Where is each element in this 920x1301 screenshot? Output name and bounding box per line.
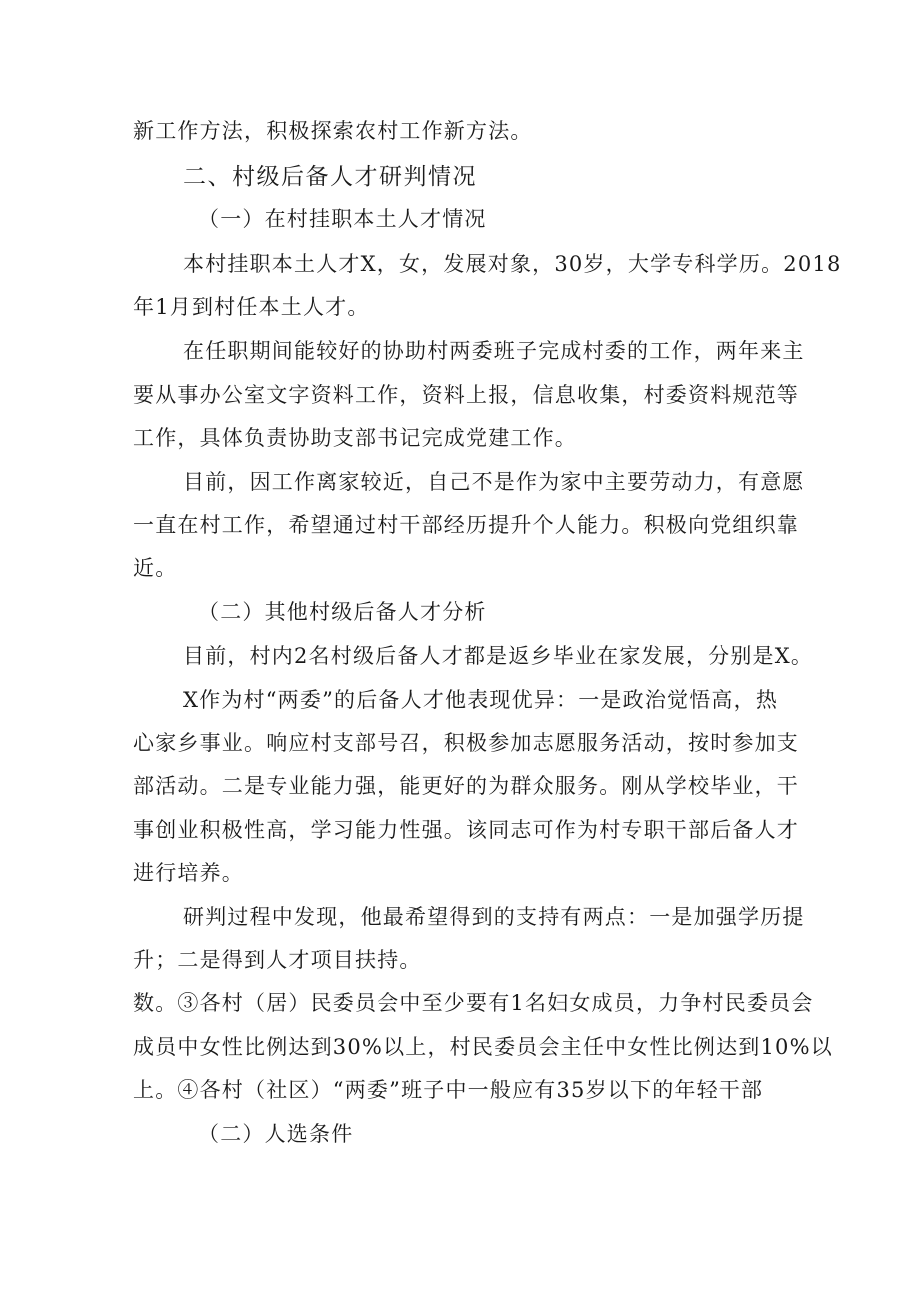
- paragraph-line: 目前，村内2名村级后备人才都是返乡毕业在家发展，分别是X。: [183, 644, 814, 668]
- paragraph-line: 升；二是得到人才项目扶持。: [133, 948, 422, 972]
- paragraph-line: 一直在村工作，希望通过村干部经历提升个人能力。积极向党组织靠: [133, 513, 799, 537]
- paragraph-line: 研判过程中发现，他最希望得到的支持有两点：一是加强学历提: [183, 905, 805, 929]
- section-heading: 二、村级后备人才研判情况: [183, 164, 477, 190]
- paragraph-line: 在任职期间能较好的协助村两委班子完成村委的工作，两年来主: [183, 339, 805, 363]
- paragraph-line: 目前，因工作离家较近，自己不是作为家中主要劳动力，有意愿: [183, 470, 805, 494]
- paragraph-line: 本村挂职本土人才X，女，发展对象，30岁，大学专科学历。2018: [183, 252, 842, 276]
- paragraph-line: 事创业积极性高，学习能力性强。该同志可作为村专职干部后备人才: [133, 818, 799, 842]
- subsection-heading: （二）其他村级后备人才分析: [198, 600, 487, 624]
- paragraph-line: 部活动。二是专业能力强，能更好的为群众服务。刚从学校毕业，干: [133, 774, 799, 798]
- subsection-heading: （二）人选条件: [198, 1122, 354, 1146]
- paragraph-line: 新工作方法，积极探索农村工作新方法。: [133, 119, 533, 143]
- paragraph-line: 数。③各村（居）民委员会中至少要有1名妇女成员，力争村民委员会: [133, 991, 814, 1015]
- paragraph-line: 上。④各村（社区）“两委”班子中一般应有35岁以下的年轻干部: [133, 1078, 764, 1102]
- paragraph-line: 近。: [133, 556, 178, 580]
- paragraph-line: 工作，具体负责协助支部书记完成党建工作。: [133, 426, 577, 450]
- subsection-heading: （一）在村挂职本土人才情况: [198, 207, 487, 231]
- paragraph-line: 心家乡事业。响应村支部号召，积极参加志愿服务活动，按时参加支: [133, 731, 799, 755]
- paragraph-line: 成员中女性比例达到30%以上，村民委员会主任中女性比例达到10%以: [133, 1035, 833, 1059]
- paragraph-line: 年1月到村任本土人才。: [133, 295, 370, 319]
- paragraph-line: X作为村“两委”的后备人才他表现优异：一是政治觉悟高，热: [183, 688, 779, 712]
- paragraph-line: 要从事办公室文字资料工作，资料上报，信息收集，村委资料规范等: [133, 383, 799, 407]
- paragraph-line: 进行培养。: [133, 861, 244, 885]
